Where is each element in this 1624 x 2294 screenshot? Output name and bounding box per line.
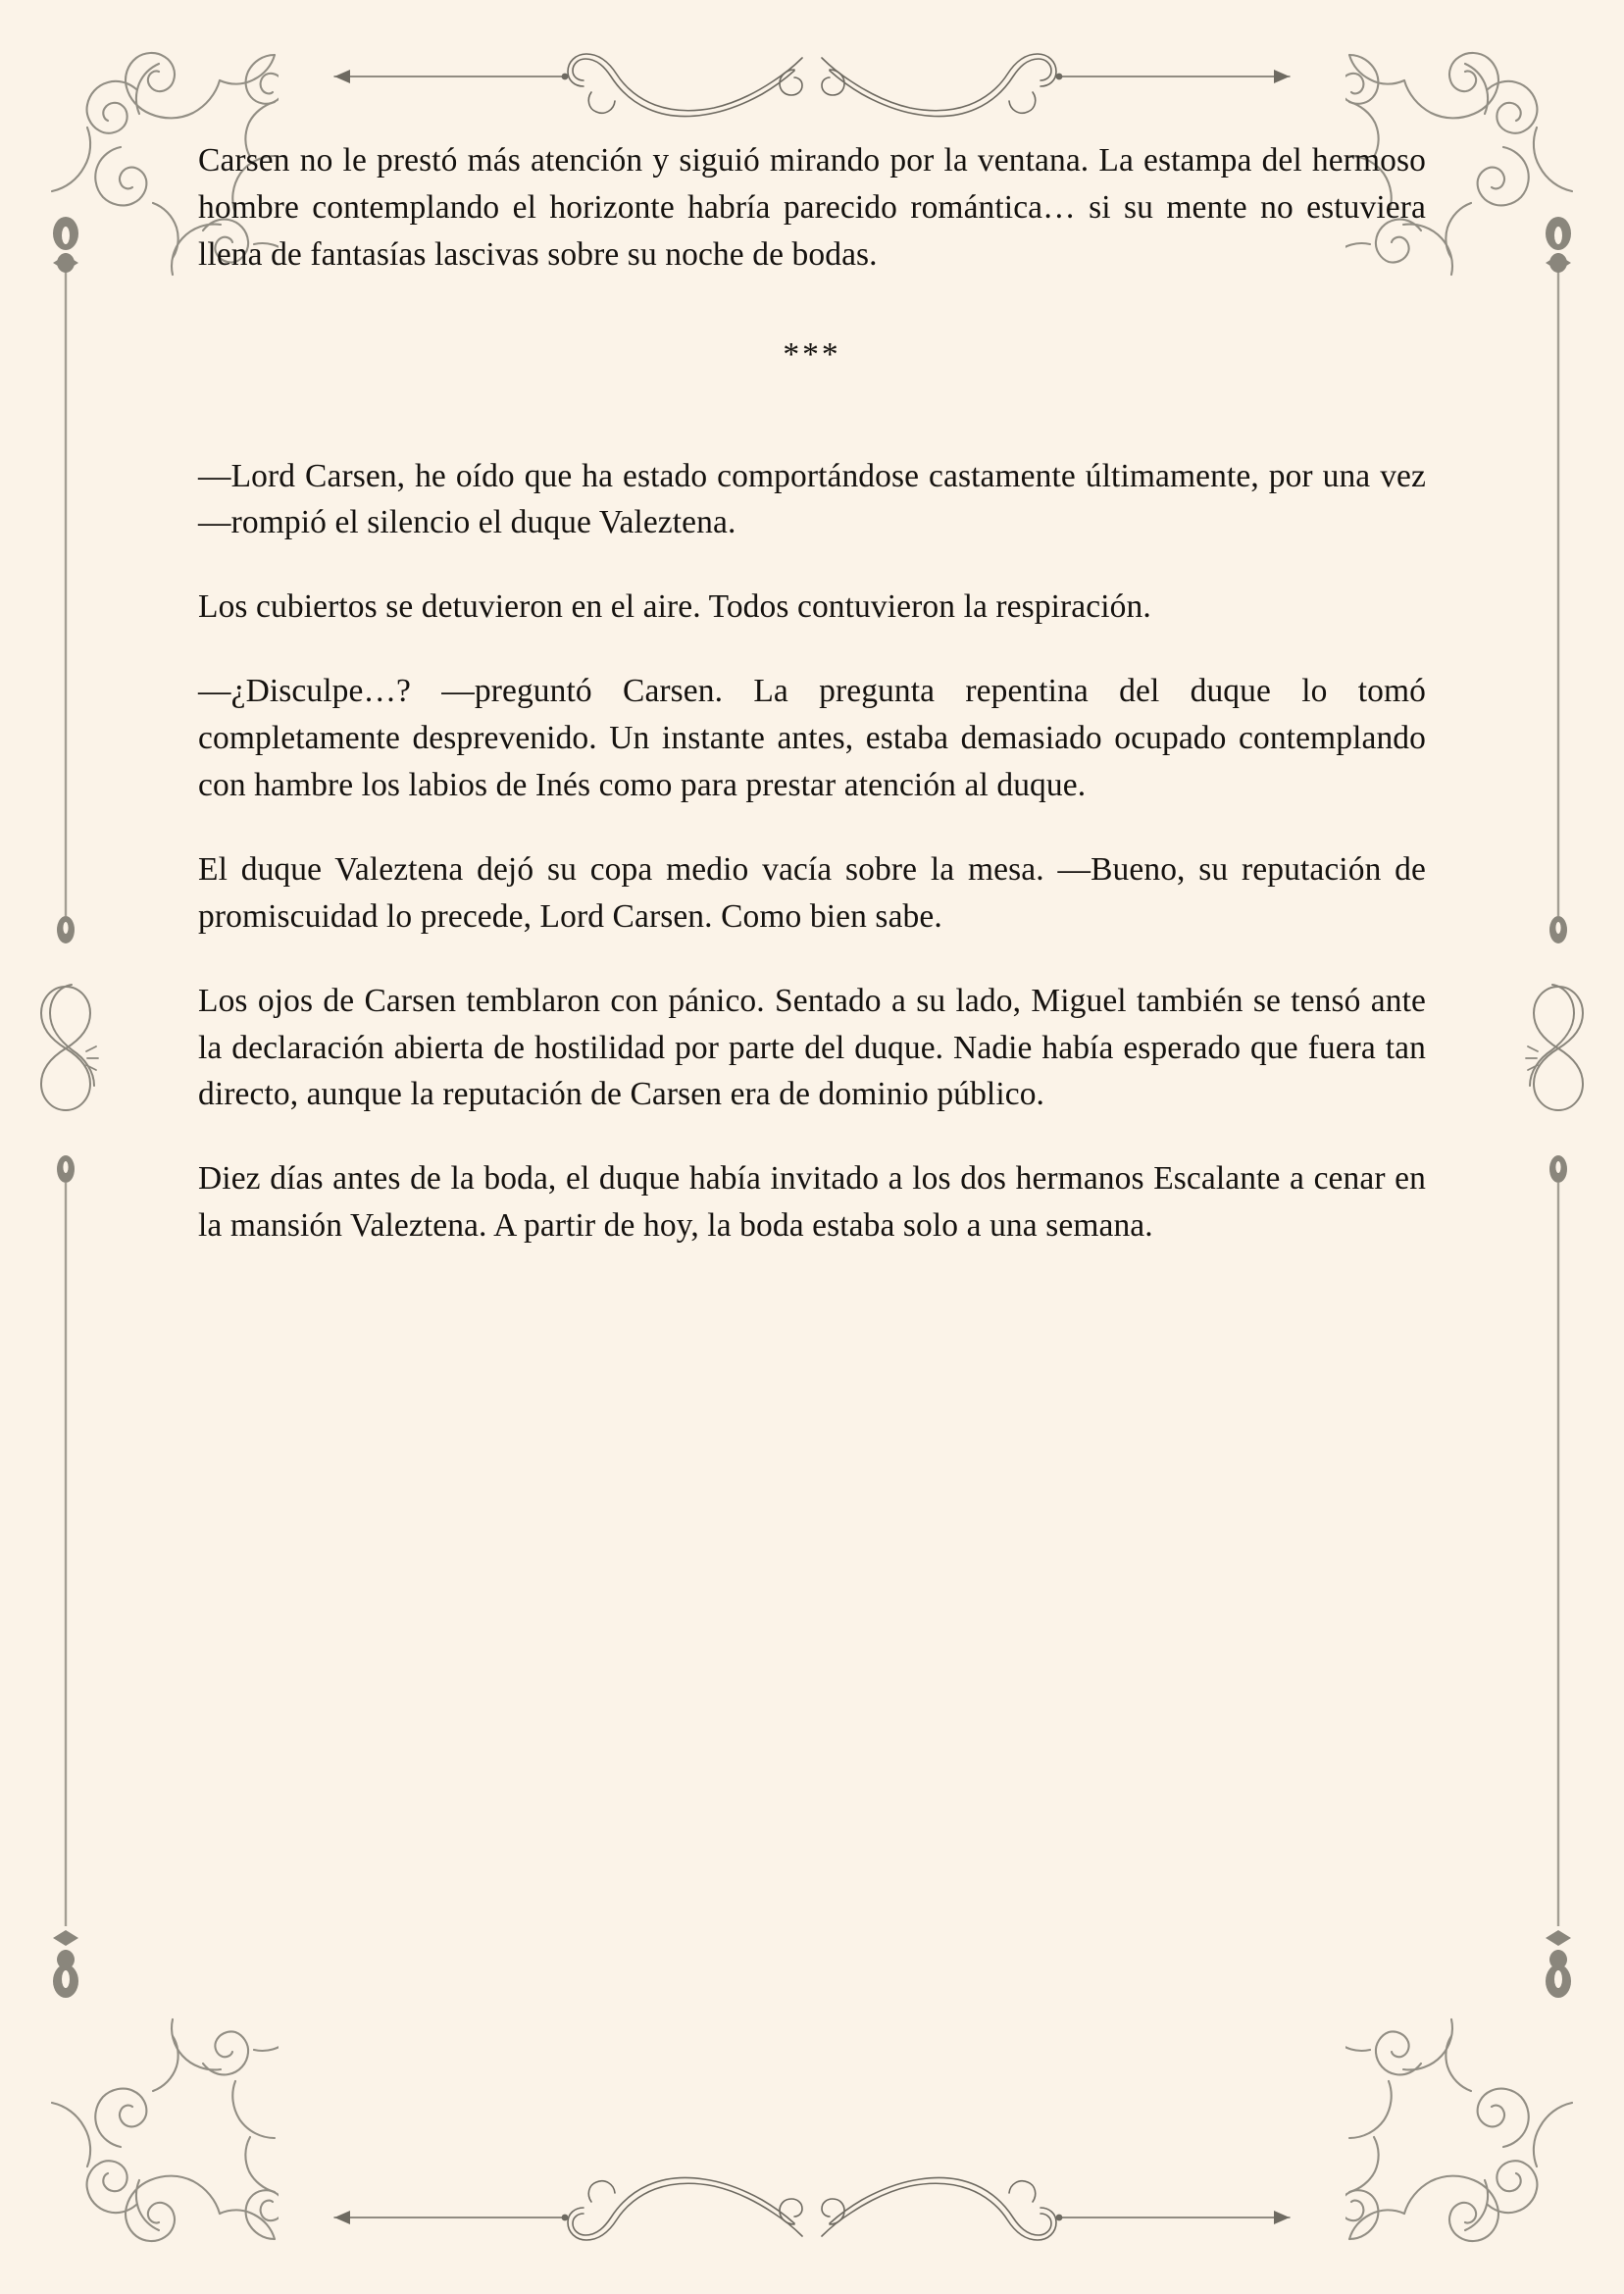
paragraph: El duque Valeztena dejó su copa medio vacía sobre la mesa. —Bueno, su reputación de promiscuidad lo precede, Lord Carsen. Como bien sabe. xyxy=(198,850,1426,935)
paragraph: Los ojos de Carsen temblaron con pánico. Sentado a su lado, Miguel también se tensó ante la declaración abierta de hostilidad por parte del duque. Nadie había esperado que fuera tan directo, aunque la reputación de Carsen era de dominio público. xyxy=(198,982,1426,1113)
page-text-body xyxy=(198,137,1426,1249)
footer-flourish-rule xyxy=(327,2176,1297,2259)
paragraph: Los cubiertos se detuvieron en el aire. Todos contuvieron la respiración. xyxy=(198,588,1151,626)
right-rail-ornament xyxy=(1524,212,1593,2085)
filigree-corner-ornament-bottom-right xyxy=(1345,2015,1581,2251)
filigree-corner-ornament-bottom-left xyxy=(43,2015,279,2251)
paragraph: Diez días antes de la boda, el duque había invitado a los dos hermanos Escalante a cenar en la mansión Valeztena. A partir de hoy, la boda estaba solo a una semana. xyxy=(198,1160,1426,1245)
scene-break-separator: *** xyxy=(783,335,841,373)
paragraph: —Lord Carsen, he oído que ha estado comportándose castamente últimamente, por una vez —rompió el silencio el duque Valeztena. xyxy=(198,457,1426,541)
left-rail-ornament xyxy=(31,212,100,2085)
paragraph: Carsen no le prestó más atención y siguió mirando por la ventana. La estampa del hermoso hombre contemplando el horizonte habría parecido romántica… si su mente no estuviera llena de fantasías lascivas sobre su noche de bodas. xyxy=(198,142,1426,273)
paragraph: —¿Disculpe…? —preguntó Carsen. La pregunta repentina del duque lo tomó completamente desprevenido. Un instante antes, estaba demasiado ocupado contemplando con hambre los labios de Inés como para prestar atención al duque. xyxy=(198,673,1426,804)
header-flourish-rule xyxy=(327,35,1297,118)
